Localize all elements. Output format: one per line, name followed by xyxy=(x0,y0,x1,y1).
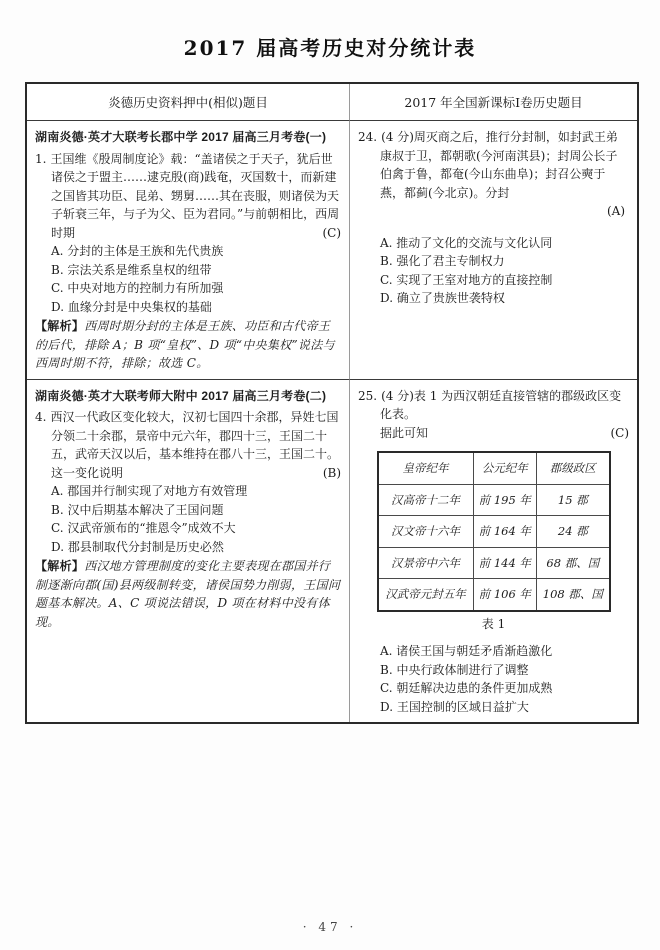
question-4 xyxy=(35,408,341,482)
question-number: 24. xyxy=(358,130,378,144)
col-header: 皇帝纪年 xyxy=(378,452,474,484)
option-a: A. 诸侯王国与朝廷矛盾渐趋激化 xyxy=(380,644,553,658)
option-b: B. 汉中后期基本解决了王国问题 xyxy=(51,502,224,517)
ce-year: 前 164 年 xyxy=(473,516,537,548)
ce-year: 前 144 年 xyxy=(473,547,537,579)
table-row xyxy=(378,484,610,516)
option-c: C. 中央对地方的控制力有所加强 xyxy=(51,281,224,295)
option-d: D. 郡县制取代分封制是历史必然 xyxy=(51,539,224,554)
header-cell-gaokao-questions: 2017 年全国新课标Ⅰ卷历史题目 xyxy=(350,84,637,121)
answer-letter: (C) xyxy=(610,425,629,440)
emperor-year: 汉高帝十二年 xyxy=(378,484,474,516)
ce-year: 前 195 年 xyxy=(473,484,537,516)
analysis-block xyxy=(35,317,341,373)
table-header-row xyxy=(27,84,637,121)
question-1 xyxy=(35,150,341,243)
answer-letter: (A) xyxy=(606,204,625,218)
option-c: C. 实现了王室对地方的直接控制 xyxy=(380,272,553,287)
question-text: (4 分)周灭商之后，推行分封制，如封武王弟康叔于卫，都朝歌(今河南淇县)；封周公长子伯禽于鲁，都奄(今山东曲阜)；封召公奭于燕，都蓟(今北京)。分封 xyxy=(380,130,618,200)
question-25-line2 xyxy=(358,424,629,443)
emperor-year: 汉文帝十六年 xyxy=(378,516,474,548)
cell-gaokao-q25 xyxy=(350,380,637,723)
question-number: 25. xyxy=(358,388,378,403)
spacer xyxy=(358,221,629,234)
option-b: B. 中央行政体制进行了调整 xyxy=(380,662,529,677)
header-cell-mock-questions: 炎德历史资料押中(相似)题目 xyxy=(27,84,350,121)
option-a: A. 郡国并行制实现了对地方有效管理 xyxy=(51,484,248,498)
question-25 xyxy=(358,387,629,424)
prefecture-count: 108 郡、国 xyxy=(537,579,610,611)
analysis-text: 西汉地方管理制度的变化主要表现在郡国并行制逐渐向郡(国)县两级制转变，诸侯国势力削弱，王国问题基本解决。A、C 项说法错误，D 项在材料中没有体现。 xyxy=(35,559,341,629)
exam-source-heading: 湖南炎德·英才大联考长郡中学 2017 届高三月考卷(一) xyxy=(35,130,327,144)
emperor-year: 汉景帝中六年 xyxy=(378,547,474,579)
question-number: 4. xyxy=(35,410,47,424)
option-d: D. 血缘分封是中央集权的基础 xyxy=(51,299,212,314)
comparison-table xyxy=(25,82,639,724)
option-a: A. 推动了文化的交流与文化认同 xyxy=(380,235,553,250)
table-row xyxy=(378,547,610,579)
option-b: B. 强化了君主专制权力 xyxy=(380,254,505,268)
emperor-year: 汉武帝元封五年 xyxy=(378,579,474,611)
option-d: D. 王国控制的区域日益扩大 xyxy=(380,699,529,714)
prefecture-data-table xyxy=(377,451,611,612)
prefecture-count: 24 郡 xyxy=(537,516,610,548)
question-24 xyxy=(358,128,629,202)
analysis-text: 西周时期分封的主体是王族、功臣和古代帝王的后代，排除 A；B 项“皇权”、D 项“中央集权”说法与西周时期不符，排除；故选 C。 xyxy=(35,319,335,370)
table-row xyxy=(27,380,637,723)
table-row xyxy=(27,121,637,380)
exam-source-heading: 湖南炎德·英才大联考师大附中 2017 届高三月考卷(二) xyxy=(35,388,327,403)
col-header: 公元纪年 xyxy=(473,452,537,484)
answer-letter: (B) xyxy=(322,465,341,480)
option-b: B. 宗法关系是维系皇权的纽带 xyxy=(51,262,212,277)
analysis-block xyxy=(35,557,341,631)
table-row xyxy=(378,516,610,548)
page-number: · 47 · xyxy=(302,920,358,934)
prefecture-count: 68 郡、国 xyxy=(537,547,610,579)
cell-mock-exam-2 xyxy=(27,380,350,723)
answer-letter: (C) xyxy=(322,225,341,240)
option-a: A. 分封的主体是王族和先代贵族 xyxy=(51,244,224,258)
cell-gaokao-q24 xyxy=(350,121,637,380)
question-number: 1. xyxy=(35,151,47,166)
table-header-row xyxy=(378,452,610,484)
question-text: 西汉一代政区变化较大，汉初七国四十余郡，异姓七国分领二十余郡，景帝中元六年，郡四十三，王国二十五，武帝天汉以后，基本维持在郡八十三，王国二十。这一变化说明 xyxy=(50,410,340,480)
analysis-label: 【解析】 xyxy=(35,319,85,333)
question-text: 据此可知 xyxy=(380,425,429,440)
option-c: C. 汉武帝颁布的“推恩令”成效不大 xyxy=(51,521,236,535)
question-text: (4 分)表 1 为西汉朝廷直接管辖的郡级政区变化表。 xyxy=(380,388,622,421)
question-text: 王国维《殷周制度论》载：“盖诸侯之于天子，犹后世诸侯之于盟主……逮克殷(商)践奄，灭国数十，而新建之国皆其功臣、昆弟、甥舅……其在丧服，则诸侯为天子斩衰三年，与子为父、臣为君同。”与前朝相比，西周时期 xyxy=(50,151,340,240)
table-caption: 表 1 xyxy=(481,616,506,631)
table-row xyxy=(378,579,610,611)
cell-mock-exam-1 xyxy=(27,121,350,380)
option-d: D. 确立了贵族世袭特权 xyxy=(380,291,505,305)
ce-year: 前 106 年 xyxy=(473,579,537,611)
analysis-label: 【解析】 xyxy=(35,559,85,573)
prefecture-count: 15 郡 xyxy=(537,484,610,516)
option-c: C. 朝廷解决边患的条件更加成熟 xyxy=(380,681,553,695)
page-title: 2017 届高考历史对分统计表 xyxy=(183,36,477,60)
col-header: 郡级政区 xyxy=(537,452,610,484)
